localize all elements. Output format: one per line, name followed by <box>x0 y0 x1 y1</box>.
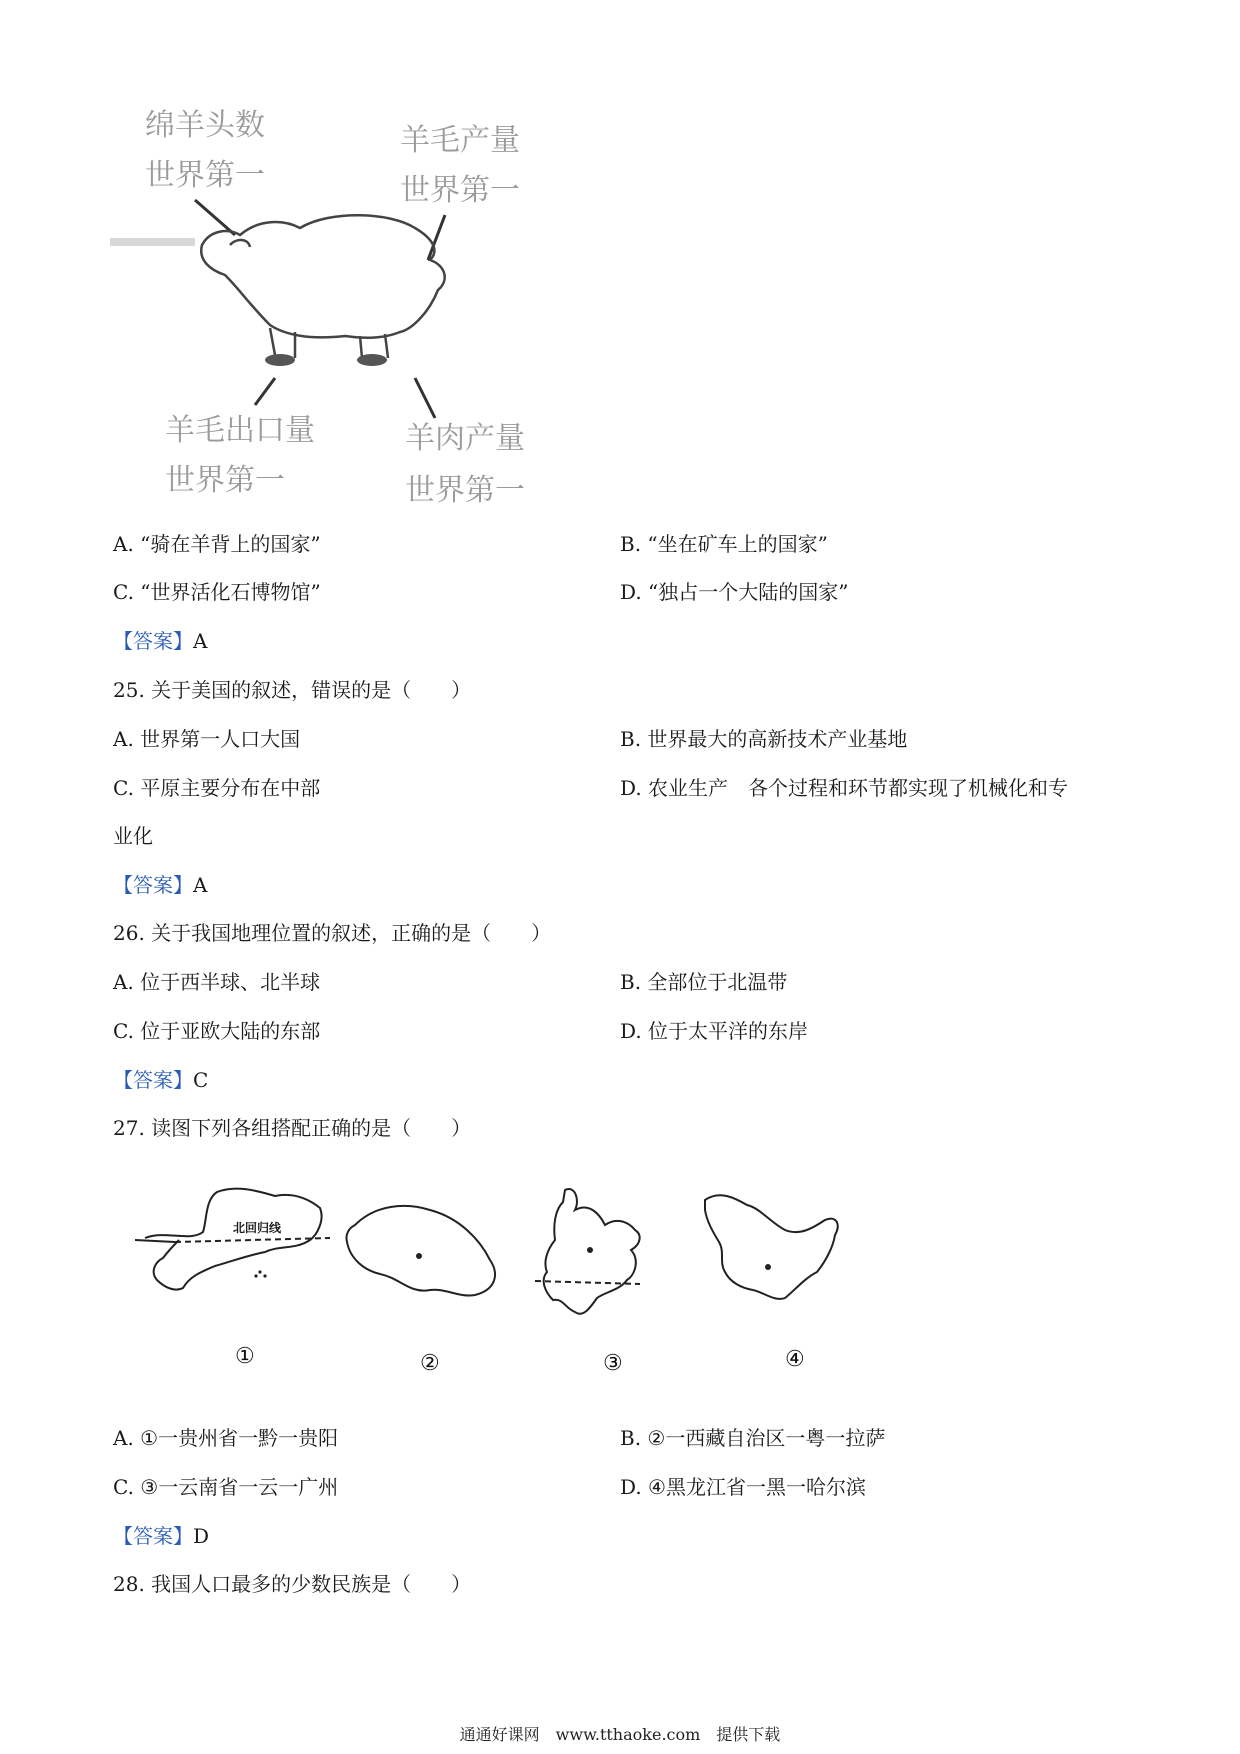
map-number-4: ④ <box>785 1347 805 1372</box>
page-footer: 通通好课网 www.tthaoke.com 提供下载 <box>459 1725 781 1744</box>
map-number-1: ① <box>235 1344 255 1369</box>
province-maps-figure <box>135 1180 915 1380</box>
answer-tag: 【答案】 <box>113 873 193 897</box>
q26-option-b: B. 全部位于北温带 <box>620 970 788 994</box>
answer-tag: 【答案】 <box>113 629 193 653</box>
answer-value: A <box>193 873 208 897</box>
q28-stem: 28. 我国人口最多的少数民族是（ ） <box>113 1572 472 1596</box>
q27-answer <box>113 1522 209 1550</box>
answer-value: C <box>193 1068 209 1092</box>
sheep-label-2-line2: 世界第一 <box>400 173 520 208</box>
q26-stem: 26. 关于我国地理位置的叙述，正确的是（ ） <box>113 921 552 945</box>
q26-option-a: A. 位于西半球、北半球 <box>113 970 321 994</box>
answer-tag: 【答案】 <box>113 1068 193 1092</box>
sheep-label-3-line2: 世界第一 <box>165 463 285 498</box>
q27-option-b: B. ②一西藏自治区一粤一拉萨 <box>620 1426 886 1450</box>
q27-option-c: C. ③一云南省一云一广州 <box>113 1475 339 1499</box>
q24-answer <box>113 627 207 655</box>
q25-stem: 25. 关于美国的叙述，错误的是（ ） <box>113 678 472 702</box>
map-2-outline <box>346 1206 495 1296</box>
q25-option-d-continued: 业化 <box>113 824 153 848</box>
q25-option-b: B. 世界最大的高新技术产业基地 <box>620 727 908 751</box>
sheep-label-3-line1: 羊毛出口量 <box>165 413 315 448</box>
answer-tag: 【答案】 <box>113 1524 193 1548</box>
q25-option-d: D. 农业生产 各个过程和环节都实现了机械化和专 <box>620 776 1069 800</box>
q24-option-c: C. “世界活化石博物馆” <box>113 580 321 604</box>
q24-option-d: D. “独占一个大陆的国家” <box>620 580 849 604</box>
q24-option-a: A. “骑在羊背上的国家” <box>113 532 321 556</box>
tropic-of-cancer-label: 北回归线 <box>233 1221 282 1235</box>
q24-option-b: B. “坐在矿车上的国家” <box>620 532 828 556</box>
sheep-figure <box>110 100 560 520</box>
sheep-label-4-line1: 羊肉产量 <box>405 421 525 456</box>
answer-value: D <box>193 1524 210 1548</box>
q25-answer <box>113 871 207 899</box>
sheep-label-1-line2: 世界第一 <box>145 158 265 193</box>
q27-option-d: D. ④黑龙江省一黑一哈尔滨 <box>620 1475 866 1499</box>
q25-option-a: A. 世界第一人口大国 <box>113 727 301 751</box>
answer-value: A <box>193 629 208 653</box>
q26-answer <box>113 1066 208 1094</box>
q26-option-d: D. 位于太平洋的东岸 <box>620 1019 809 1043</box>
sheep-hooves <box>265 354 387 366</box>
sheep-icon <box>201 215 444 358</box>
map-number-2: ② <box>420 1351 440 1376</box>
sheep-label-2-line1: 羊毛产量 <box>400 123 520 158</box>
scan-artifact <box>110 238 195 246</box>
q27-stem: 27. 读图下列各组搭配正确的是（ ） <box>113 1116 472 1140</box>
q27-option-a: A. ①一贵州省一黔一贵阳 <box>113 1426 339 1450</box>
sheep-label-4-line2: 世界第一 <box>405 473 525 508</box>
q26-option-c: C. 位于亚欧大陆的东部 <box>113 1019 321 1043</box>
map-4-outline <box>705 1195 838 1299</box>
sheep-label-1-line1: 绵羊头数 <box>145 108 265 143</box>
q25-option-c: C. 平原主要分布在中部 <box>113 776 321 800</box>
map-number-3: ③ <box>603 1351 623 1376</box>
